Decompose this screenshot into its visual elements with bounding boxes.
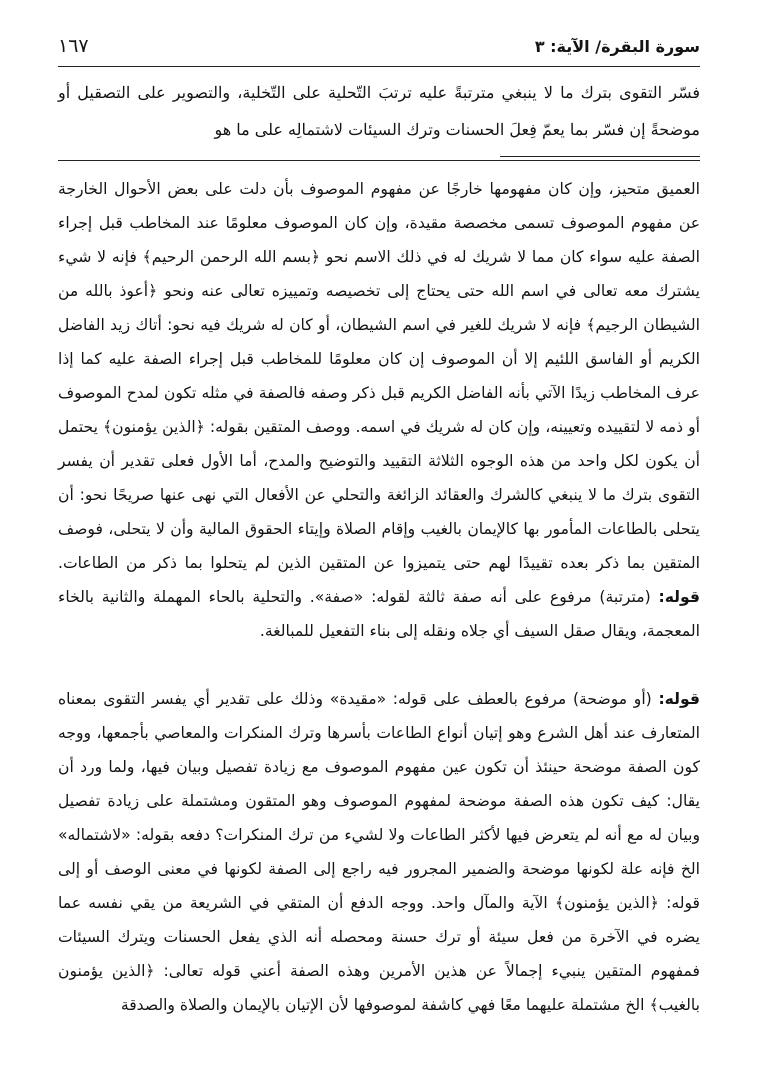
page-number: ١٦٧ [58,35,89,57]
commentary-paragraph [58,682,700,1022]
running-title: سورة البقرة/ الآية: ٣ [534,36,700,56]
commentary-block-1 [58,172,700,648]
commentary-block-2 [58,682,700,1022]
page-header [58,26,700,67]
qawl-label: قوله: [658,588,700,606]
commentary-text: العميق متحيز، وإن كان مفهومها خارجًا عن مفهوم الموصوف بأن دلت على بعض الأحوال الخارجة عن مفهوم الموصوف تسمى مخصصة مقيدة، وإن كان الموصوف معلومًا عند المخاطب قبل إجراء الصفة عليه سواء كان مما لا شريك له في ذلك الاسم نحو ﴿بسم الله الرحمن الرحيم﴾ فإنه لا شيء يشترك معه تعالى في اسم الله حتى يحتاج إلى تخصيصه وتمييزه تعالى عنه ونحو ﴿أعوذ بالله من الشيطان الرجيم﴾ فإنه لا شريك للغير في اسم الشيطان، أو كان له شريك فيه نحو: أتاك زيد الفاضل الكريم أو الفاسق اللئيم إلا أن الموصوف إن كان معلومًا للمخاطب قبل إجراء الصفة عليه كما إذا عرف المخاطب زيدًا الآتي بأنه الفاضل الكريم قبل ذكر وصفه فالصفة في مثله تكون لمدح الموصوف أو ذمه لا لتقييده وتعيينه، وإن كان له شريك في اسمه. ووصف المتقين بقوله: ﴿الذين يؤمنون﴾ يحتمل أن يكون لكل واحد من هذه الوجوه الثلاثة التقييد والتوضيح والمدح، أما الأول فعلى تقدير أن يفسر التقوى بترك ما لا ينبغي كالشرك والعقائد الزائغة والتحلي عن الأفعال التي نهى عنها صريحًا نحو: أن يتحلى بالطاعات المأمور بها كالإيمان بالغيب وإقام الصلاة وإيتاء الحقوق المالية وأن لا يتحلى، فوصف المتقين بما ذكر بعده تقييدًا لهم حتى يتميزوا عن المتقين الذين لم يتحلوا بما ذكر من الطاعات. [58,180,700,572]
commentary-text: (أو موضحة) مرفوع بالعطف على قوله: «مقيدة» وذلك على تقدير أي يفسر التقوى بمعناه المتعارف عند أهل الشرع وهو إتيان أنواع الطاعات بأسرها وترك المنكرات والمعاصي بأجمعها، ووجه كون الصفة موضحة حينئذ أن تكون عين مفهوم الموصوف مع زيادة تفصيل وبيان فيها، ولما ورد أن يقال: كيف تكون هذه الصفة موضحة لمفهوم الموصوف وهو المتقون ومشتملة على زيادة تفصيل وبيان له مع أنه لم يتعرض فيها لأكثر الطاعات ولا لشيء من ترك المنكرات؟ دفعه بقوله: «لاشتماله» الخ فإنه علة لكونها موضحة والضمير المجرور فيه راجع إلى الصفة لكونها في معنى الوصف أو إلى قوله: ﴿الذين يؤمنون﴾ الآية والمآل واحد. ووجه الدفع أن المتقي في الشريعة من يقي نفسه عما يضره في الآخرة من فعل سيئة أو ترك حسنة ومحصله أنه الذي يفعل الحسنات ويترك السيئات فمفهوم المتقين ينبيء إجمالاً عن هذين الأمرين وهذه الصفة أعني قوله تعالى: ﴿الذين يؤمنون بالغيب﴾ الخ مشتملة عليهما معًا فهي كاشفة لموصوفها لأن الإتيان بالإيمان والصلاة والصدقة [58,690,700,1014]
main-text-paragraph: فسّر التقوى بترك ما لا ينبغي مترتبةً عليه ترتبَ التّحلية على التّخلية، والتصوير على التصقيل أو موضحةً إن فسّر بما يعمّ فِعلَ الحسنات وترك السيئات لاشتمالِه على ما هو [58,83,700,139]
footnote-short-divider [500,156,700,157]
commentary-paragraph [58,172,700,648]
footnote-divider [58,160,700,161]
qawl-text: (مترتبة) مرفوع على أنه صفة ثالثة لقوله: «صفة». والتحلية بالحاء المهملة والثانية بالخاء المعجمة، ويقال صقل السيف أي جلاه ونقله إلى بناء التفعيل للمبالغة. [58,588,700,640]
qawl-label: قوله: [658,690,700,708]
main-text [58,74,700,148]
